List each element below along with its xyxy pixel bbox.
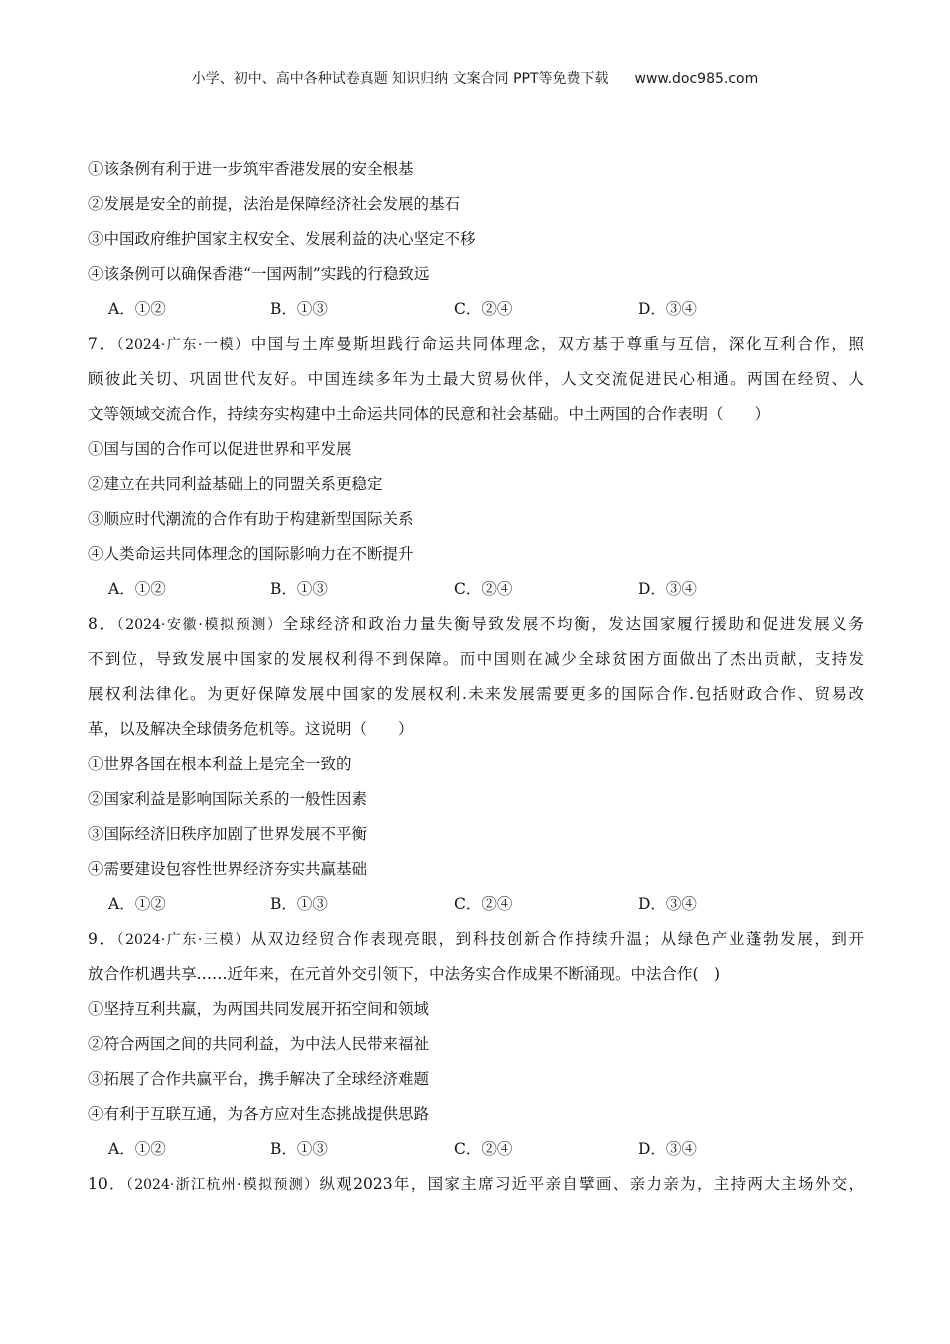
option-b[interactable]: B．①③ — [270, 580, 328, 598]
statement-item: ①国与国的合作可以促进世界和平发展 — [88, 440, 352, 458]
statement-item: ④有利于互联互通，为各方应对生态挑战提供思路 — [88, 1105, 430, 1123]
statement-item: ④该条例可以确保香港“一国两制”实践的行稳致远 — [88, 265, 430, 283]
question-stem-line — [88, 922, 864, 957]
question-stem-line: 放合作机遇共享……近年来，在元首外交引领下，中法务实合作成果不断涌现。中法合作( ) — [88, 965, 721, 983]
statement-item: ②发展是安全的前提，法治是保障经济社会发展的基石 — [88, 195, 461, 213]
question-text: 全球经济和政治力量失衡导致发展不均衡，发达国家履行援助和促进发展义务 — [282, 615, 864, 633]
statement-item: ③国际经济旧秩序加剧了世界发展不平衡 — [88, 825, 368, 843]
statement-item: ②符合两国之间的共同利益，为中法人民带来福祉 — [88, 1035, 430, 1053]
option-c[interactable]: C．②④ — [454, 580, 513, 598]
option-a[interactable]: A．①② — [108, 895, 166, 913]
option-c[interactable]: C．②④ — [454, 300, 513, 318]
statement-item: ④人类命运共同体理念的国际影响力在不断提升 — [88, 545, 414, 563]
statement-item: ③顺应时代潮流的合作有助于构建新型国际关系 — [88, 510, 414, 528]
question-number: 8． — [88, 615, 117, 633]
statement-item: ③拓展了合作共赢平台，携手解决了全球经济难题 — [88, 1070, 430, 1088]
option-c[interactable]: C．②④ — [454, 895, 513, 913]
question-source: （2024·广东·三模） — [116, 932, 251, 948]
header-site-link[interactable]: www.doc985.com — [634, 71, 759, 87]
answer-options — [88, 1132, 864, 1167]
question-text: 从双边经贸合作表现亮眼，到科技创新合作持续升温；从绿色产业蓬勃发展，到开 — [250, 930, 864, 948]
question-stem-line — [88, 327, 864, 362]
option-a[interactable]: A．①② — [108, 300, 166, 318]
question-source: （2024·浙江杭州·模拟预测） — [125, 1177, 320, 1193]
question-stem-line: 不到位，导致发展中国家的发展权利得不到保障。而中国则在减少全球贫困方面做出了杰出贡献，支持发 — [88, 650, 864, 668]
page-header — [0, 68, 950, 88]
question-stem-line: 展权利法律化。为更好保障发展中国家的发展权利.未来发展需要更多的国际合作.包括财政合作、贸易改 — [88, 685, 864, 703]
question-stem-line: 顾彼此关切、巩固世代友好。中国连续多年为土最大贸易伙伴，人文交流促进民心相通。两国在经贸、人 — [88, 370, 864, 388]
question-number: 10． — [88, 1175, 126, 1193]
answer-options — [88, 572, 864, 607]
answer-options — [88, 887, 864, 922]
option-c[interactable]: C．②④ — [454, 1140, 513, 1158]
question-stem-line: 革，以及解决全球债务危机等。这说明（ ） — [88, 720, 414, 738]
statement-item: ④需要建设包容性世界经济夯实共赢基础 — [88, 860, 368, 878]
question-text: 中国与土库曼斯坦践行命运共同体理念，双方基于尊重与互信，深化互利合作，照 — [250, 335, 864, 353]
statement-item: ①该条例有利于进一步筑牢香港发展的安全根基 — [88, 160, 414, 178]
question-6 — [88, 152, 864, 327]
statement-item: ②建立在共同利益基础上的同盟关系更稳定 — [88, 475, 383, 493]
question-10 — [88, 1167, 864, 1202]
question-text: 纵观2023年，国家主席习近平亲自擘画、亲力亲为，主持两大主场外交， — [319, 1175, 864, 1193]
option-b[interactable]: B．①③ — [270, 895, 328, 913]
statement-item: ①世界各国在根本利益上是完全一致的 — [88, 755, 352, 773]
option-a[interactable]: A．①② — [108, 580, 166, 598]
statement-item: ②国家利益是影响国际关系的一般性因素 — [88, 790, 368, 808]
statement-item: ③中国政府维护国家主权安全、发展利益的决心坚定不移 — [88, 230, 476, 248]
question-stem-line: 文等领域交流合作，持续夯实构建中土命运共同体的民意和社会基础。中土两国的合作表明（ ） — [88, 405, 771, 423]
question-8 — [88, 607, 864, 922]
question-stem-line — [88, 1167, 864, 1202]
question-number: 9． — [88, 930, 117, 948]
question-source: （2024·安徽·模拟预测） — [116, 617, 283, 633]
option-b[interactable]: B．①③ — [270, 300, 328, 318]
question-7 — [88, 327, 864, 607]
answer-options — [88, 292, 864, 327]
header-text: 小学、初中、高中各种试卷真题 知识归纳 文案合同 PPT等免费下载 — [191, 71, 609, 87]
question-number: 7． — [88, 335, 117, 353]
question-source: （2024·广东·一模） — [116, 337, 251, 353]
question-9 — [88, 922, 864, 1167]
statement-item: ①坚持互利共赢，为两国共同发展开拓空间和领域 — [88, 1000, 430, 1018]
document-body — [88, 152, 864, 1202]
option-d[interactable]: D．③④ — [638, 1140, 697, 1158]
question-stem-line — [88, 607, 864, 642]
option-d[interactable]: D．③④ — [638, 300, 697, 318]
option-d[interactable]: D．③④ — [638, 895, 697, 913]
option-b[interactable]: B．①③ — [270, 1140, 328, 1158]
option-d[interactable]: D．③④ — [638, 580, 697, 598]
option-a[interactable]: A．①② — [108, 1140, 166, 1158]
